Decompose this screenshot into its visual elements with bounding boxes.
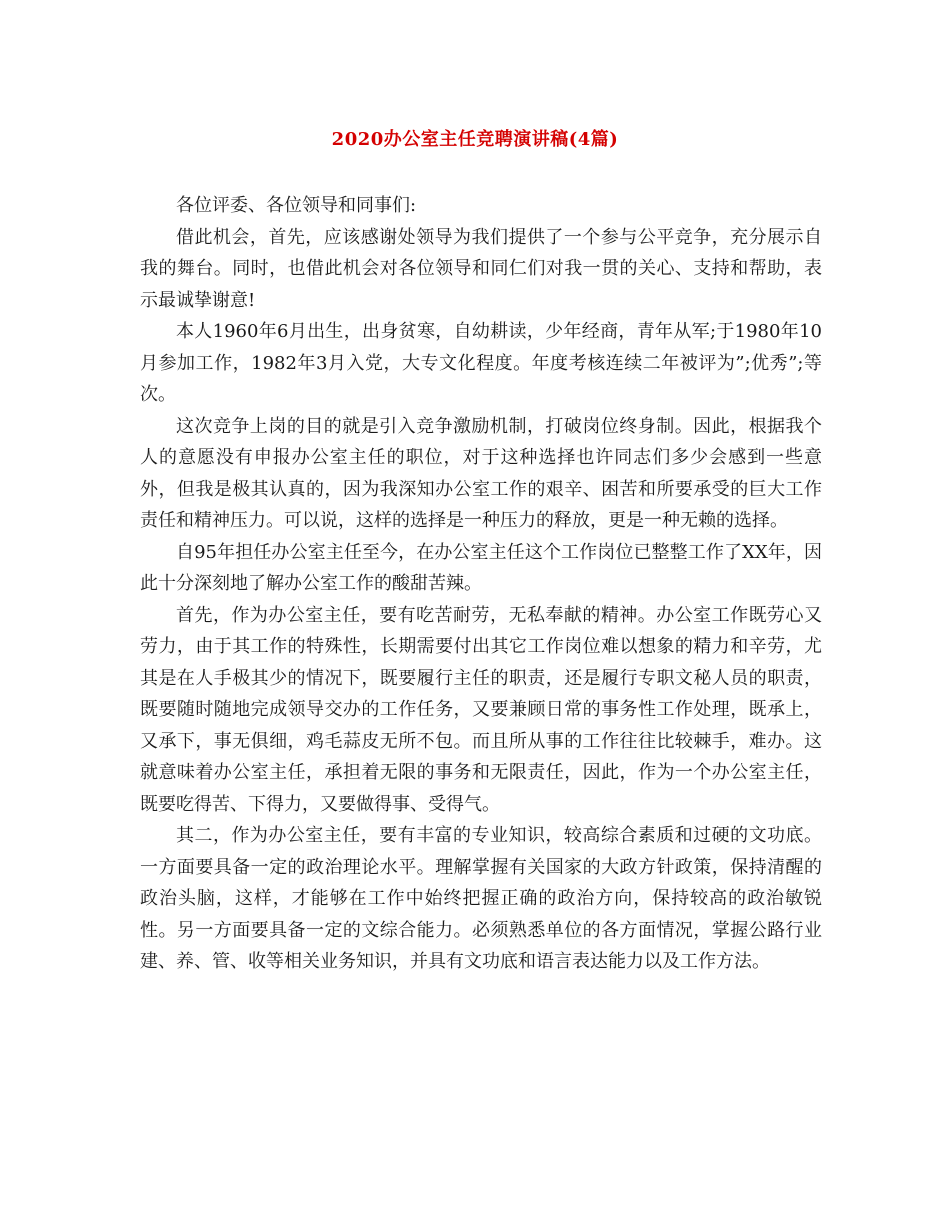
paragraph: 本人1960年6月出生，出身贫寒，自幼耕读，少年经商，青年从军;于1980年10月参加工作，1982年3月入党，大专文化程度。年度考核连续二年被评为”;优秀”;等次。 <box>140 321 822 405</box>
paragraph: 借此机会，首先，应该感谢处领导为我们提供了一个参与公平竞争，充分展示自我的舞台。同时，也借此机会对各位领导和同仁们对我一贯的关心、支持和帮助，表示最诚挚谢意! <box>140 226 822 311</box>
paragraph: 其二，作为办公室主任，要有丰富的专业知识，较高综合素质和过硬的文功底。一方面要具备一定的政治理论水平。理解掌握有关国家的大政方针政策，保持清醒的政治头脑，这样，才能够在工作中始终把握正确的政治方向，保持较高的政治敏锐性。另一方面要具备一定的文综合能力。必须熟悉单位的各方面情况，掌握公路行业建、养、管、收等相关业务知识，并具有文功底和语言表达能力以及工作方法。 <box>140 825 822 972</box>
document-body <box>140 190 822 978</box>
paragraph: 这次竞争上岗的目的就是引入竞争激励机制，打破岗位终身制。因此，根据我个人的意愿没有申报办公室主任的职位，对于这种选择也许同志们多少会感到一些意外，但我是极其认真的，因为我深知办公室工作的艰辛、困苦和所要承受的巨大工作责任和精神压力。可以说，这样的选择是一种压力的释放，更是一种无赖的选择。 <box>140 415 822 531</box>
paragraph: 首先，作为办公室主任，要有吃苦耐劳，无私奉献的精神。办公室工作既劳心又劳力，由于其工作的特殊性，长期需要付出其它工作岗位难以想象的精力和辛劳，尤其是在人手极其少的情况下，既要履行主任的职责，还是履行专职文秘人员的职责，既要随时随地完成领导交办的工作任务，又要兼顾日常的事务性工作处理，既承上，又承下，事无俱细，鸡毛蒜皮无所不包。而且所从事的工作往往比较棘手，难办。这就意味着办公室主任，承担着无限的事务和无限责任，因此，作为一个办公室主任，既要吃得苦、下得力，又要做得事、受得气。 <box>140 604 822 815</box>
salutation: 各位评委、各位领导和同事们: <box>176 195 417 216</box>
paragraph: 自95年担任办公室主任至今，在办公室主任这个工作岗位已整整工作了XX年，因此十分深刻地了解办公室工作的酸甜苦辣。 <box>140 541 822 594</box>
document-title: 2020办公室主任竞聘演讲稿(4篇) <box>331 129 619 150</box>
